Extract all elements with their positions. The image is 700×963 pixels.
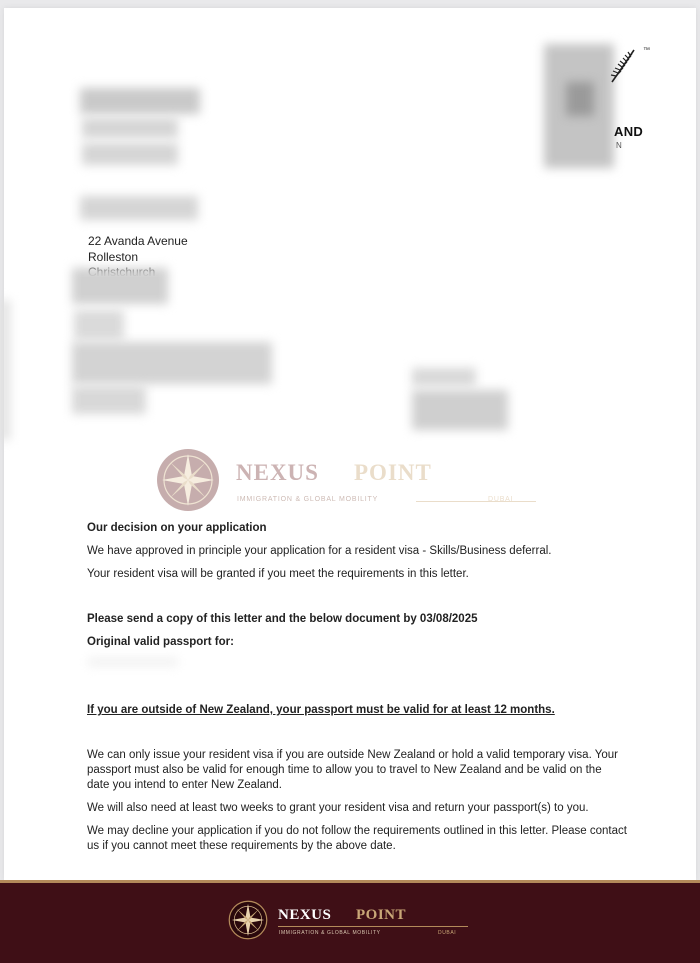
address-line-2: Rolleston <box>88 250 139 264</box>
requirements-paragraph-3: We may decline your application if you do not follow the requirements outlined in this letter. Please contact us if you cannot meet these requirements by the above date. <box>87 825 627 852</box>
redacted-block <box>82 118 178 138</box>
footer-tagline: IMMIGRATION & GLOBAL MOBILITY <box>279 930 381 936</box>
document-request-heading: Please send a copy of this letter and the below document by 03/08/2025 <box>87 613 478 625</box>
letterhead-brand-subtext: N <box>616 141 622 150</box>
branded-footer <box>0 880 700 963</box>
passport-heading: Original valid passport for: <box>87 636 234 648</box>
passport-validity-warning: If you are outside of New Zealand, your passport must be valid for at least 12 months. <box>87 704 555 716</box>
trademark-symbol: ™ <box>643 47 650 54</box>
requirements-paragraph-2: We will also need at least two weeks to grant your resident visa and return your passport(s) to you. <box>87 802 589 814</box>
footer-word-nexus: NEXUS <box>278 907 332 923</box>
requirements-paragraph-1: We can only issue your resident visa if you are outside New Zealand or hold a valid temporary visa. Your passport must also be valid for enough time to allow you to travel to New Zealand and be valid on the date you intend to enter New Zealand. <box>87 749 618 791</box>
decision-paragraph-1: We have approved in principle your application for a resident visa - Skills/Business deferral. <box>87 545 552 557</box>
letterhead-brand-text: AND <box>614 124 644 139</box>
watermark-location: DUBAI <box>488 496 514 503</box>
watermark-word-point: POINT <box>354 460 432 485</box>
redacted-block <box>74 310 124 340</box>
redacted-block <box>82 143 178 165</box>
footer-word-point: POINT <box>356 907 407 923</box>
watermark-word-nexus: NEXUS <box>236 460 319 485</box>
redacted-block <box>412 390 508 430</box>
watermark <box>156 448 596 518</box>
redacted-block <box>80 196 198 220</box>
redacted-block <box>72 386 146 414</box>
redacted-block <box>412 368 476 386</box>
redacted-block <box>72 342 272 384</box>
watermark-tagline: IMMIGRATION & GLOBAL MOBILITY <box>237 496 379 503</box>
fern-icon <box>608 48 638 84</box>
address-line-1: 22 Avanda Avenue <box>88 234 188 248</box>
redacted-passport-holder <box>88 658 178 666</box>
compass-icon <box>156 448 220 512</box>
footer-location: DUBAI <box>438 930 457 936</box>
redacted-block <box>0 300 10 440</box>
decision-paragraph-2: Your resident visa will be granted if you meet the requirements in this letter. <box>87 568 469 580</box>
redacted-block <box>80 88 200 114</box>
redacted-block <box>72 268 168 304</box>
watermark-divider <box>416 501 536 502</box>
decision-heading: Our decision on your application <box>87 522 267 534</box>
redacted-logo <box>566 82 594 116</box>
compass-icon <box>228 900 268 940</box>
footer-divider <box>278 926 468 927</box>
